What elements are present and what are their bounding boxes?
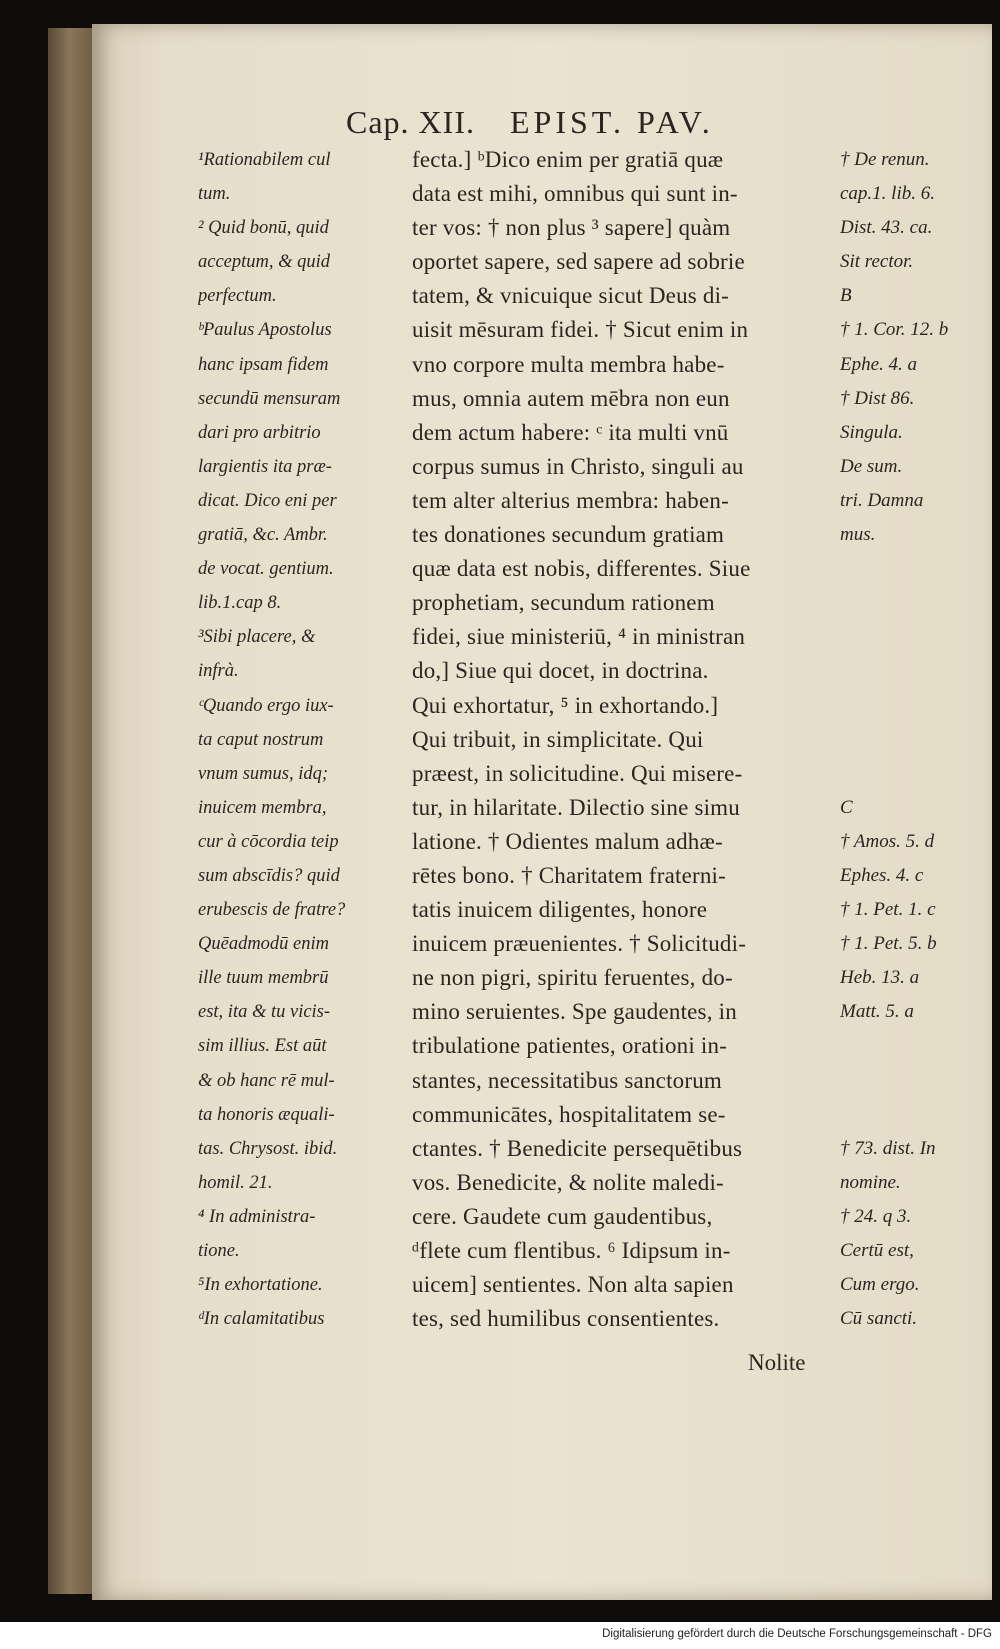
digitization-credit: Digitalisierung gefördert durch die Deutsche Forschungsgemeinschaft - DFG <box>602 1628 992 1640</box>
marginal-note-line: Quēadmodū enim <box>198 934 330 955</box>
reference-line: mus. <box>840 524 876 546</box>
marginal-note-line: de vocat. gentium. <box>198 559 334 580</box>
text-line: do,] Siue qui docet, in doctrina. <box>412 658 709 684</box>
text-line: vos. Benedicite, & nolite maledi- <box>412 1169 724 1195</box>
marginal-note-line: infrà. <box>198 661 239 682</box>
text-line: ᵈflete cum flentibus. ⁶ Idipsum in- <box>412 1238 731 1263</box>
reference-line: nomine. <box>840 1171 901 1193</box>
text-line: rētes bono. † Charitatem fraterni- <box>412 862 726 888</box>
reference-line: Ephes. 4. c <box>840 864 924 886</box>
marginal-note-line: inuicem membra, <box>198 797 327 818</box>
reference-line <box>840 620 990 654</box>
reference-line: † 73. dist. In <box>840 1137 936 1159</box>
reference-line <box>840 586 990 620</box>
text-line: dem actum habere: ᶜ ita multi vnū <box>412 419 729 445</box>
text-line: tatis inuicem diligentes, honore <box>412 897 708 923</box>
text-line: mino seruientes. Spe gaudentes, in <box>412 999 737 1025</box>
reference-line <box>840 654 990 688</box>
footer-bar <box>0 1622 1000 1649</box>
reference-line: † 1. Cor. 12. b <box>840 319 949 341</box>
reference-line: cap.1. lib. 6. <box>840 183 935 205</box>
text-line: præest, in solicitudine. Qui misere- <box>412 760 743 786</box>
marginal-note-line: sum abscīdis? quid <box>198 865 340 886</box>
reference-line: † De renun. <box>840 149 930 170</box>
text-line: ne non pigri, spiritu feruentes, do- <box>412 965 733 991</box>
text-line: tes donationes secundum gratiam <box>412 522 725 548</box>
reference-line: Heb. 13. a <box>840 967 920 989</box>
running-head <box>346 104 766 148</box>
text-line: oportet sapere, sed sapere ad sobrie <box>412 249 745 275</box>
marginal-note-line: gratiā, &c. Ambr. <box>198 525 328 546</box>
marginal-note-line: est, ita & tu vicis- <box>198 1002 331 1023</box>
marginal-note-line: ³Sibi placere, & <box>198 627 316 648</box>
marginal-note-line: lib.1.cap 8. <box>198 593 282 614</box>
text-line: tes, sed humilibus consentientes. <box>412 1306 720 1332</box>
reference-line: † Amos. 5. d <box>840 830 935 852</box>
marginal-note-line: ᶜQuando ergo iux- <box>198 695 334 716</box>
chapter-heading: Cap. XII. <box>346 104 475 140</box>
marginal-note-line: sim illius. Est aūt <box>198 1036 327 1057</box>
text-line: vno corpore multa membra habe- <box>412 351 725 377</box>
marginal-note-line: largientis ita præ- <box>198 456 332 477</box>
reference-line <box>840 552 990 586</box>
catchword: Nolite <box>748 1350 806 1375</box>
reference-line: Ephe. 4. a <box>840 353 918 375</box>
marginal-note-line: hanc ipsam fidem <box>198 354 329 375</box>
marginal-note-line: ² Quid bonū, quid <box>198 218 329 239</box>
marginal-note-line: secundū mensuram <box>198 388 341 409</box>
reference-line: † 1. Pet. 1. c <box>840 899 936 921</box>
marginal-note-line: ⁴ In administra- <box>198 1206 316 1227</box>
reference-line: Sit rector. <box>840 251 914 273</box>
marginal-note-line: perfectum. <box>198 286 277 307</box>
text-line: cere. Gaudete cum gaudentibus, <box>412 1203 713 1229</box>
text-line: fecta.] ᵇDico enim per gratiā quæ <box>412 147 724 172</box>
marginal-note-line: dari pro arbitrio <box>198 422 321 443</box>
reference-line <box>840 1029 990 1063</box>
reference-line <box>840 723 990 757</box>
reference-line: Singula. <box>840 421 903 443</box>
marginal-note-line: & ob hanc rē mul- <box>198 1070 335 1091</box>
reference-line: Dist. 43. ca. <box>840 217 933 239</box>
marginal-note-line: ᵇPaulus Apostolus <box>198 320 332 341</box>
text-line: Qui tribuit, in simplicitate. Qui <box>412 726 704 752</box>
marginal-note-line: ille tuum membrū <box>198 968 329 989</box>
reference-line: B <box>840 285 852 307</box>
text-line: uicem] sentientes. Non alta sapien <box>412 1272 734 1298</box>
text-line: ctantes. † Benedicite persequētibus <box>412 1135 743 1161</box>
marginal-note-line: dicat. Dico eni per <box>198 490 337 511</box>
text-line: tem alter alterius membra: haben- <box>412 487 729 513</box>
book-binding-edge <box>48 28 96 1594</box>
reference-line: † Dist 86. <box>840 387 915 409</box>
marginal-note-line: tione. <box>198 1241 240 1261</box>
text-line: Qui exhortatur, ⁵ in exhortando.] <box>412 692 719 718</box>
reference-line <box>840 1064 990 1098</box>
epistle-title: EPIST. PAV. <box>509 104 714 140</box>
text-line: data est mihi, omnibus qui sunt in- <box>412 181 738 207</box>
reference-line: tri. Damna <box>840 489 924 511</box>
marginal-note-line: ta honoris æquali- <box>198 1104 335 1125</box>
reference-line: De sum. <box>840 455 903 477</box>
text-line: mus, omnia autem mēbra non eun <box>412 385 730 411</box>
reference-line <box>840 757 990 791</box>
marginal-note-line: tum. <box>198 184 231 205</box>
text-line: ter vos: † non plus ³ sapere] quàm <box>412 215 731 241</box>
marginal-note-line: ᵈIn calamitatibus <box>198 1309 325 1330</box>
marginal-note-line: erubescis de fratre? <box>198 900 346 921</box>
text-line: prophetiam, secundum rationem <box>412 590 715 616</box>
text-line: tribulatione patientes, orationi in- <box>412 1033 728 1059</box>
text-line: fidei, siue ministeriū, ⁴ in ministran <box>412 624 746 650</box>
text-line: uisit mēsuram fidei. † Sicut enim in <box>412 317 749 343</box>
marginal-note-line: vnum sumus, idq; <box>198 763 329 784</box>
text-line: tur, in hilaritate. Dilectio sine simu <box>412 794 740 820</box>
main-text-column <box>412 143 842 1336</box>
reference-line: Cum ergo. <box>840 1274 920 1296</box>
marginal-note-line: cur à cōcordia teip <box>198 831 339 852</box>
text-line: latione. † Odientes malum adhæ- <box>412 828 723 854</box>
marginal-note-line: homil. 21. <box>198 1172 273 1193</box>
reference-line <box>840 1098 990 1132</box>
marginal-note-line: acceptum, & quid <box>198 252 331 273</box>
reference-line: Certū est, <box>840 1240 914 1261</box>
marginal-note-line: ¹Rationabilem cul <box>198 150 331 170</box>
text-line: quæ data est nobis, differentes. Siue <box>412 556 751 582</box>
reference-line: Cū sancti. <box>840 1308 918 1330</box>
marginal-note-line: ⁵In exhortatione. <box>198 1275 323 1296</box>
right-marginal-references <box>840 143 990 1336</box>
reference-line: Matt. 5. a <box>840 1001 914 1023</box>
left-marginal-notes <box>198 143 398 1336</box>
marginal-note-line: ta caput nostrum <box>198 729 324 750</box>
reference-line <box>840 689 990 723</box>
text-line: stantes, necessitatibus sanctorum <box>412 1067 723 1093</box>
reference-line: C <box>840 796 853 818</box>
marginal-note-line: tas. Chrysost. ibid. <box>198 1138 338 1159</box>
text-line: tatem, & vnicuique sicut Deus di- <box>412 283 730 309</box>
text-line: inuicem præuenientes. † Solicitudi- <box>412 931 747 957</box>
reference-line: † 1. Pet. 5. b <box>840 933 937 955</box>
text-line: corpus sumus in Christo, singuli au <box>412 453 744 479</box>
reference-line: † 24. q 3. <box>840 1205 912 1227</box>
text-line: communicātes, hospitalitatem se- <box>412 1101 726 1127</box>
